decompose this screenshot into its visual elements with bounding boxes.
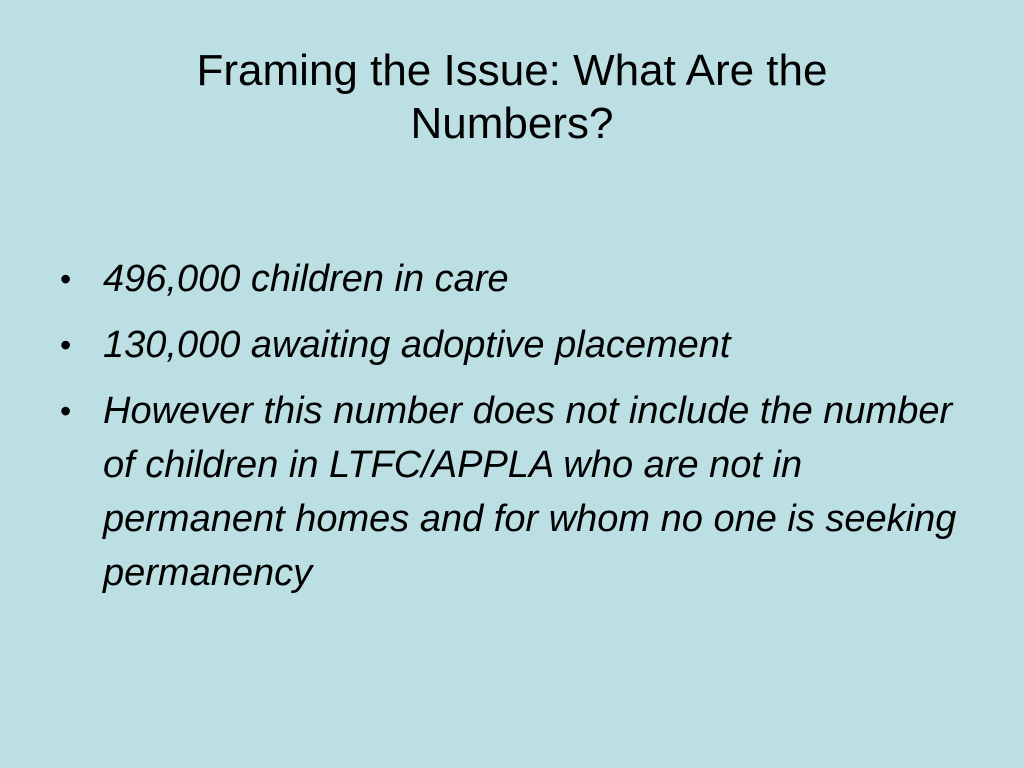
bullet-item: [58, 318, 978, 372]
bullet-text: However this number does not include the number of children in LTFC/APPLA who are not in permanent homes and for whom no one is seeking permanency: [103, 390, 957, 594]
bullet-text: 130,000 awaiting adoptive placement: [103, 324, 731, 366]
bullet-list: [58, 252, 978, 612]
bullet-text: 496,000 children in care: [103, 258, 509, 300]
bullet-icon: •: [60, 327, 72, 363]
bullet-icon: •: [60, 393, 72, 429]
bullet-icon: •: [60, 261, 72, 297]
bullet-item: [58, 252, 978, 306]
bullet-item: [58, 384, 978, 600]
slide-title: Framing the Issue: What Are the Numbers?: [196, 46, 828, 148]
